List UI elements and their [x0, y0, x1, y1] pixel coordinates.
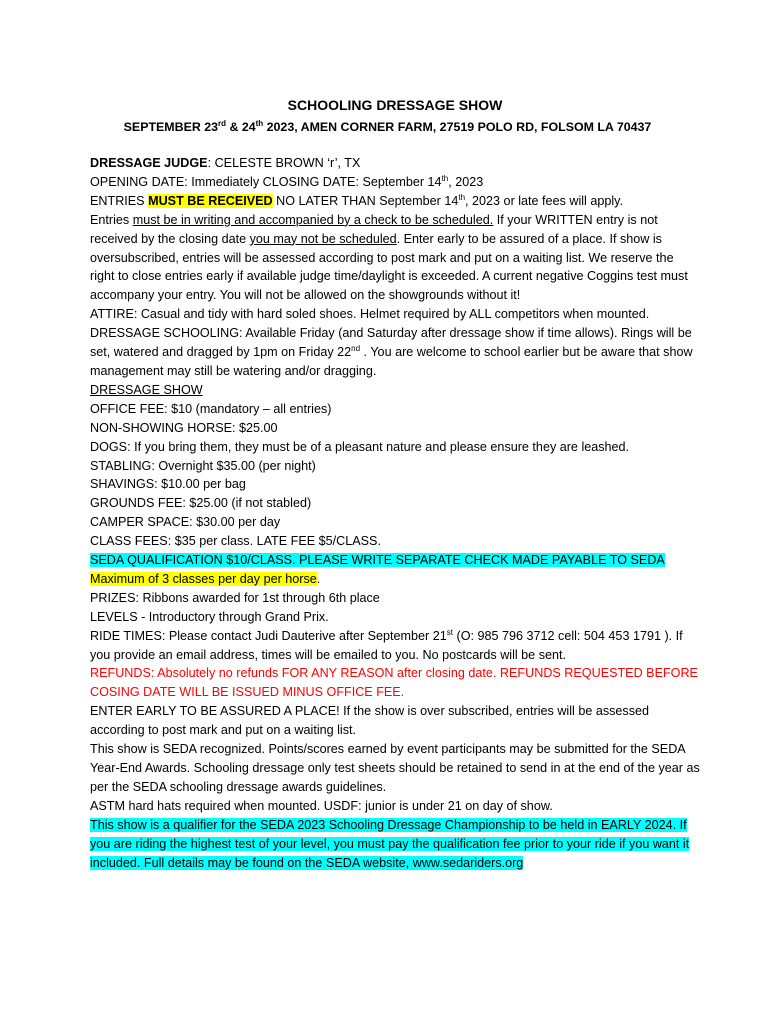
subtitle-mid: & 24: [226, 120, 256, 134]
judge-label: DRESSAGE JUDGE: [90, 156, 208, 170]
schooling-paragraph: [90, 324, 700, 381]
fee-grounds: GROUNDS FEE: $25.00 (if not stabled): [90, 496, 312, 511]
event-date-location: [75, 120, 700, 134]
fee-camper-space: CAMPER SPACE: $30.00 per day: [90, 515, 281, 530]
dressage-show-heading: DRESSAGE SHOW: [90, 382, 203, 397]
entries-not-scheduled: you may not be scheduled: [249, 231, 397, 246]
qualifier-highlight: This show is a qualifier for the SEDA 2023 Schooling Dressage Championship to be held in EARLY 2024. If you are riding the highest test of your level, you must pay the qualification fee prior to your ride if you want it included. Full details may be found on the SEDA website, www.sedariders.org: [90, 817, 690, 870]
subtitle-post: 2023, AMEN CORNER FARM, 27519 POLO RD, FOLSOM LA 70437: [263, 120, 652, 134]
fee-stabling: STABLING: Overnight $35.00 (per night): [90, 458, 316, 473]
must-be-received-highlight: MUST BE RECEIVED: [148, 193, 273, 208]
ride-times-post: (O: 985 796 3712 cell: 504 453 1791 ). If you provide an email address, times will be emailed to you. No postcards will be sent.: [90, 628, 683, 662]
judge-value: : CELESTE BROWN ‘r’, TX: [207, 156, 361, 170]
schooling-pre: DRESSAGE SCHOOLING: Available Friday (and Saturday after dressage show if time allows). Rings will be set, watered and dragged by 1pm on Friday 22: [90, 326, 692, 360]
ride-times-paragraph: [90, 627, 700, 665]
entries-l2-post: If your WRITTEN entry is not received by the closing date: [90, 212, 658, 246]
max-classes-period: .: [316, 571, 321, 586]
entries-l3-post: . Enter early to be assured of a place. If show is oversubscribed, entries will be assessed according to post mark and put on a waiting list. We reserve the right to close entries early if available judge time/daylight is exceeded. A current negative Coggins test must accompany your entry. You will not be allowed on the showgrounds without it!: [90, 231, 688, 303]
entries-l2-pre: Entries: [90, 212, 133, 227]
seda-qualification-line: [90, 551, 700, 570]
subtitle-pre: SEPTEMBER 23: [123, 120, 219, 134]
subtitle-sup-1: rd: [218, 118, 227, 128]
seda-qualification-highlight: SEDA QUALIFICATION $10/CLASS. PLEASE WRITE SEPARATE CHECK MADE PAYABLE TO SEDA: [90, 553, 665, 568]
qualifier-paragraph: [90, 816, 700, 873]
page-title: SCHOOLING DRESSAGE SHOW: [287, 97, 503, 113]
opening-closing-dates: [90, 173, 700, 192]
max-classes-highlight: Maximum of 3 classes per day per horse: [90, 571, 317, 586]
attire-line: ATTIRE: Casual and tidy with hard soled shoes. Helmet required by ALL competitors when mounted.: [90, 307, 650, 322]
schooling-post: . You are welcome to school earlier but be aware that show management may still be watering and/or dragging.: [90, 345, 693, 378]
entries-pre: ENTRIES: [90, 193, 149, 208]
refunds-policy: REFUNDS: Absolutely no refunds FOR ANY REASON after closing date. REFUNDS REQUESTED BEFORE COSING DATE WILL BE ISSUED MINUS OFFICE FEE.: [90, 666, 698, 700]
astm-line: ASTM hard hats required when mounted. USDF: junior is under 21 on day of show.: [90, 798, 553, 813]
fee-dogs: DOGS: If you bring them, they must be of a pleasant nature and please ensure they are leashed.: [90, 439, 630, 454]
judge-line: [90, 154, 700, 173]
entries-sup: th: [458, 192, 466, 202]
entries-paragraph: [90, 192, 700, 305]
opening-text: OPENING DATE: Immediately CLOSING DATE: September 14: [90, 174, 442, 189]
ride-times-sup: st: [446, 627, 453, 637]
opening-year: , 2023: [448, 174, 484, 189]
opening-sup: th: [441, 173, 449, 183]
fee-class: CLASS FEES: $35 per class. LATE FEE $5/CLASS.: [90, 534, 381, 549]
levels-line: LEVELS - Introductory through Grand Prix.: [90, 609, 329, 624]
schooling-sup: nd: [351, 343, 361, 353]
document-body: [90, 154, 700, 872]
prizes-line: PRIZES: Ribbons awarded for 1st through 6th place: [90, 590, 380, 605]
seda-recognized-paragraph: This show is SEDA recognized. Points/scores earned by event participants may be submitted for the SEDA Year-End Awards. Schooling dressage only test sheets should be retained to send in at the end of the year as per the SEDA schooling dressage awards guidelines.: [90, 742, 700, 794]
enter-early-paragraph: ENTER EARLY TO BE ASSURED A PLACE! If the show is over subscribed, entries will be assessed according to post mark and put on a waiting list.: [90, 704, 650, 738]
fee-non-showing-horse: NON-SHOWING HORSE: $25.00: [90, 420, 278, 435]
entries-mid: NO LATER THAN September 14: [272, 193, 459, 208]
entries-writing-requirement: must be in writing and accompanied by a check to be scheduled.: [132, 212, 494, 227]
fee-shavings: SHAVINGS: $10.00 per bag: [90, 477, 246, 492]
fee-office: OFFICE FEE: $10 (mandatory – all entries): [90, 401, 332, 416]
subtitle-sup-2: th: [255, 118, 264, 128]
entries-post: , 2023 or late fees will apply.: [465, 193, 624, 208]
ride-times-pre: RIDE TIMES: Please contact Judi Dauterive after September 21: [90, 628, 447, 643]
max-classes-line: [90, 570, 700, 589]
